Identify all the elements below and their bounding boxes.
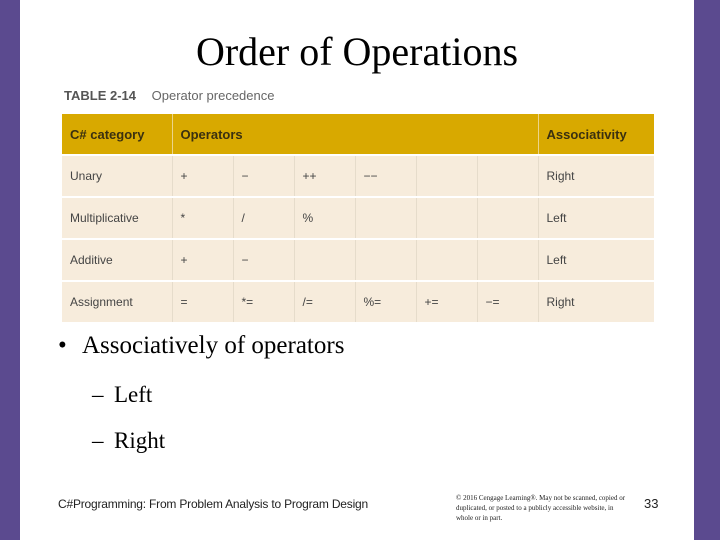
table-title: Operator precedence <box>151 88 275 103</box>
operator-cell <box>477 239 538 281</box>
operator-cell <box>477 197 538 239</box>
operator-cell: *= <box>233 281 294 322</box>
operator-cell <box>355 197 416 239</box>
copyright-notice: © 2016 Cengage Learning®. May not be scanned, copied or duplicated, or posted to a publicly accessible website, in whole or in part. <box>456 494 626 522</box>
table-number: TABLE 2-14 <box>64 88 136 103</box>
bullet-symbol: • <box>58 332 67 359</box>
operator-cell: / <box>233 197 294 239</box>
operator-cell: − <box>233 239 294 281</box>
operator-cell <box>416 197 477 239</box>
operator-cell: /= <box>294 281 355 322</box>
operator-cell: * <box>172 197 233 239</box>
footer-text: C#Programming: From Problem Analysis to Program Design <box>58 497 368 511</box>
category-cell: Multiplicative <box>62 197 172 239</box>
operator-cell <box>477 155 538 197</box>
table-row <box>62 197 654 239</box>
category-cell: Additive <box>62 239 172 281</box>
subbullet-left: Left <box>114 382 153 407</box>
category-cell: Unary <box>62 155 172 197</box>
operator-cell: %= <box>355 281 416 322</box>
operator-cell <box>355 239 416 281</box>
subbullet-dash: – <box>92 428 104 453</box>
operator-cell: ++ <box>294 155 355 197</box>
operator-cell: + <box>172 239 233 281</box>
bullet-item <box>58 332 344 360</box>
slide-title: Order of Operations <box>195 29 519 74</box>
header-operators: Operators <box>172 114 538 155</box>
subbullet-item <box>92 428 165 454</box>
table-row <box>62 281 654 322</box>
associativity-cell: Right <box>538 155 654 197</box>
operator-cell: % <box>294 197 355 239</box>
operator-cell <box>294 239 355 281</box>
left-accent-bar <box>0 0 20 540</box>
subbullet-dash: – <box>92 382 104 407</box>
associativity-cell: Right <box>538 281 654 322</box>
table-row <box>62 155 654 197</box>
operator-cell: − <box>233 155 294 197</box>
operator-cell: −= <box>477 281 538 322</box>
subbullet-item <box>92 382 152 408</box>
header-category: C# category <box>62 114 172 155</box>
operator-cell: −− <box>355 155 416 197</box>
operator-cell <box>416 239 477 281</box>
page-number: 33 <box>644 496 659 511</box>
operator-cell <box>416 155 477 197</box>
operator-cell: = <box>172 281 233 322</box>
operator-cell: += <box>416 281 477 322</box>
bullet-text: Associatively of operators <box>82 332 345 359</box>
table-row <box>62 239 654 281</box>
header-associativity: Associativity <box>538 114 654 155</box>
associativity-cell: Left <box>538 197 654 239</box>
operator-cell: + <box>172 155 233 197</box>
subbullet-right: Right <box>114 428 166 453</box>
right-accent-bar <box>694 0 720 540</box>
category-cell: Assignment <box>62 281 172 322</box>
table-header-row <box>62 114 654 155</box>
operator-precedence-table <box>62 114 654 322</box>
associativity-cell: Left <box>538 239 654 281</box>
table-caption <box>64 88 274 103</box>
